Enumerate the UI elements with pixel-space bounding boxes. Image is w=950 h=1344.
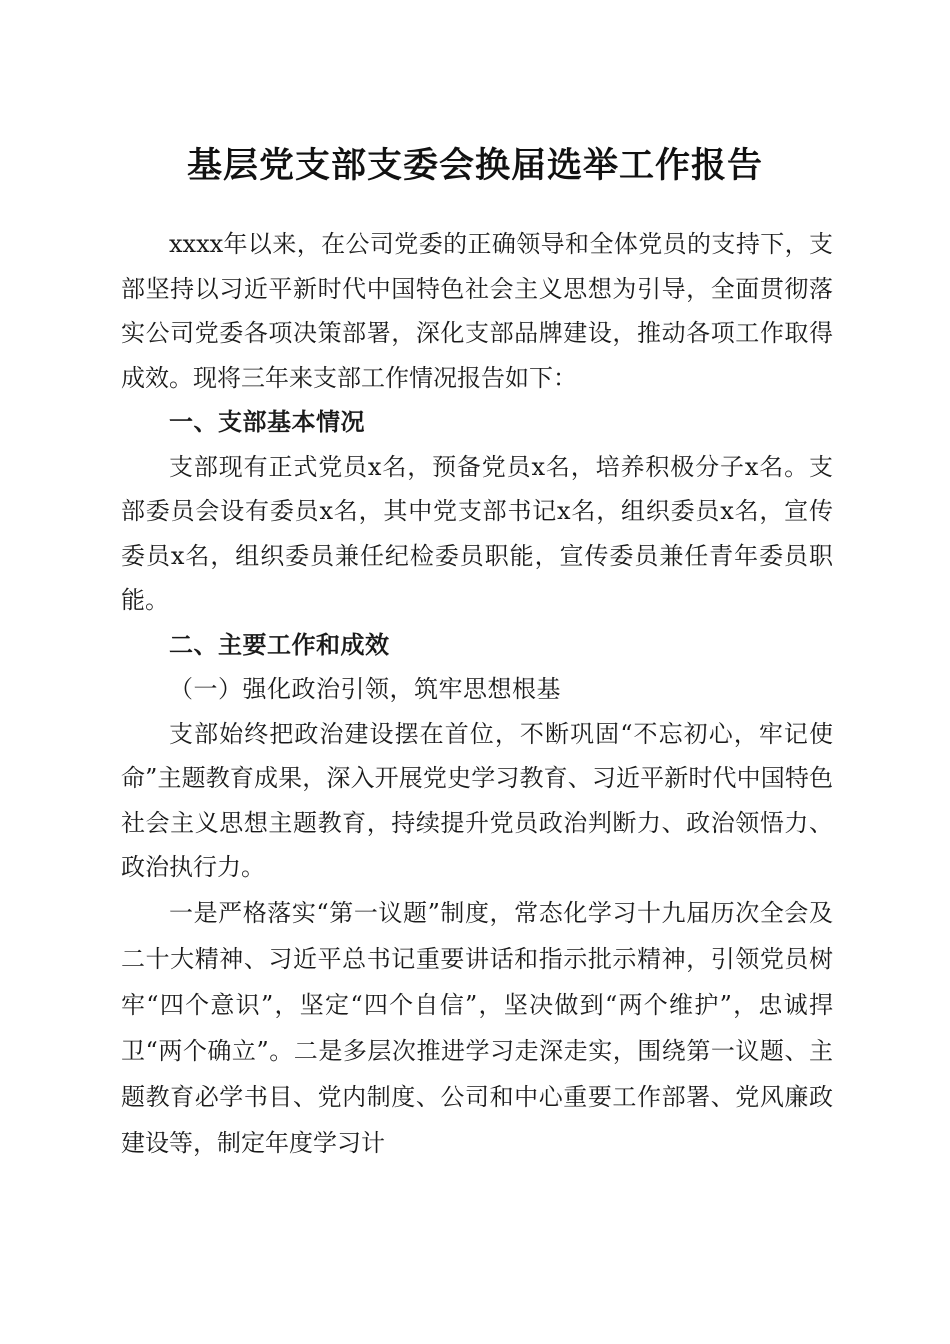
political-paragraph: 支部始终把政治建设摆在首位，不断巩固“不忘初心，牢记使命”主题教育成果，深入开展党史学习教育、习近平新时代中国特色社会主义思想主题教育，持续提升党员政治判断力、政治领悟力、政治执行力。 <box>121 719 833 881</box>
document-body <box>121 222 833 1166</box>
section-heading-basic-info: 一、支部基本情况 <box>169 408 365 436</box>
basic-info-paragraph: 支部现有正式党员x名，预备党员x名，培养积极分子x名。支部委员会设有委员x名，其中党支部书记x名，组织委员x名，宣传委员x名，组织委员兼任纪检委员职能，宣传委员兼任青年委员职能。 <box>121 452 833 614</box>
subsection-heading-political: （一）强化政治引领，筑牢思想根基 <box>169 675 561 703</box>
intro-paragraph: xxxx年以来，在公司党委的正确领导和全体党员的支持下，支部坚持以习近平新时代中国特色社会主义思想为引导，全面贯彻落实公司党委各项决策部署，深化支部品牌建设，推动各项工作取得成效。现将三年来支部工作情况报告如下： <box>121 230 833 392</box>
document-title: 基层党支部支委会换届选举工作报告 <box>186 145 763 186</box>
study-paragraph: 一是严格落实“第一议题”制度，常态化学习十九届历次全会及二十大精神、习近平总书记重要讲话和指示批示精神，引领党员树牢“四个意识”，坚定“四个自信”，坚决做到“两个维护”，忠诚捍卫“两个确立”。二是多层次推进学习走深走实，围绕第一议题、主题教育必学书目、党内制度、公司和中心重要工作部署、党风廉政建设等，制定年度学习计 <box>121 898 833 1157</box>
section-heading-main-work: 二、主要工作和成效 <box>169 630 390 659</box>
